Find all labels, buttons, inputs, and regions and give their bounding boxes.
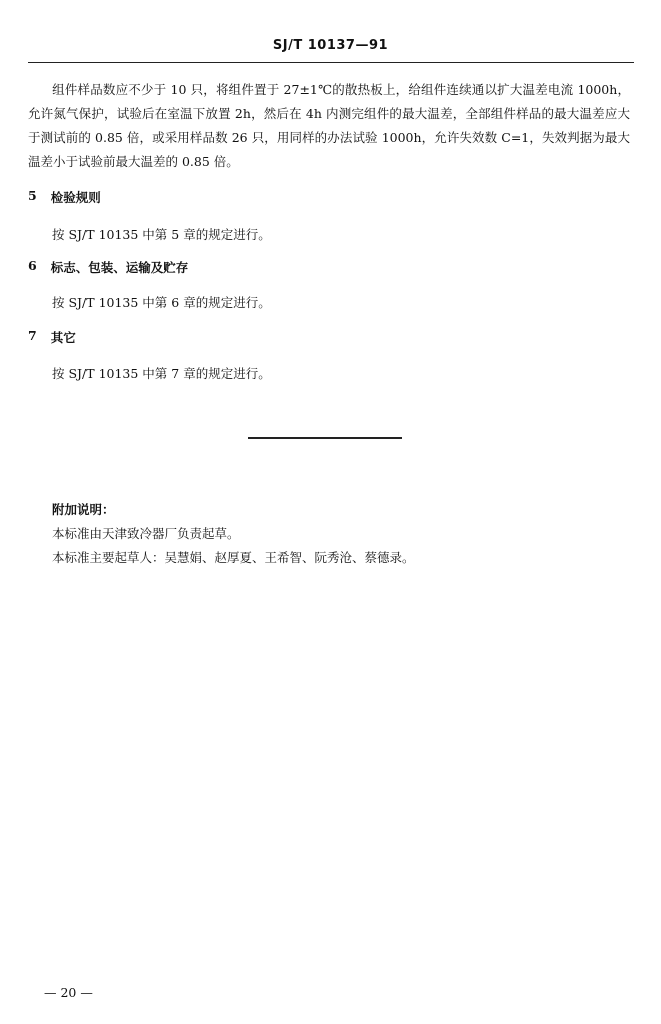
notes-drafting-org: 本标准由天津致冷器厂负责起草。 [52,526,240,541]
section-5-heading [28,188,101,206]
section-7-heading [28,328,76,346]
section-6-text: 按 SJ/T 10135 中第 6 章的规定进行。 [52,295,271,310]
section-6-heading [28,258,188,276]
section-5-text: 按 SJ/T 10135 中第 5 章的规定进行。 [52,227,271,242]
section-title: 标志、包装、运输及贮存 [50,260,189,275]
section-7-text: 按 SJ/T 10135 中第 7 章的规定进行。 [52,366,271,381]
notes-drafters: 本标准主要起草人：吴慧娟、赵厚夏、王希智、阮秀沧、蔡德录。 [52,550,415,565]
end-rule [248,437,402,439]
body-paragraph [28,78,630,174]
notes-title: 附加说明： [52,502,115,517]
section-number: 7 [28,328,37,343]
header-rule [28,62,634,63]
section-title: 其它 [50,330,76,345]
body-paragraph-text: 组件样品数应不少于 10 只，将组件置于 27±1℃的散热板上，给组件连续通以扩大温差电流 1000h，允许氮气保护，试验后在室温下放置 2h，然后在 4h 内测完组件的最大温差，全部组件样品的最大温差应大于测试前的 0.85 倍，或采用样品数 26 只，用同样的办法试验 1000h，允许失效数 C=1，失效判据为最大温差小于试验前最大温差的 0.85 倍。 [28,82,630,169]
section-title: 检验规则 [50,190,101,205]
page-header: SJ/T 10137—91 [272,38,389,53]
section-number: 5 [28,188,37,203]
page-number: — 20 — [44,985,93,1000]
section-number: 6 [28,258,37,273]
